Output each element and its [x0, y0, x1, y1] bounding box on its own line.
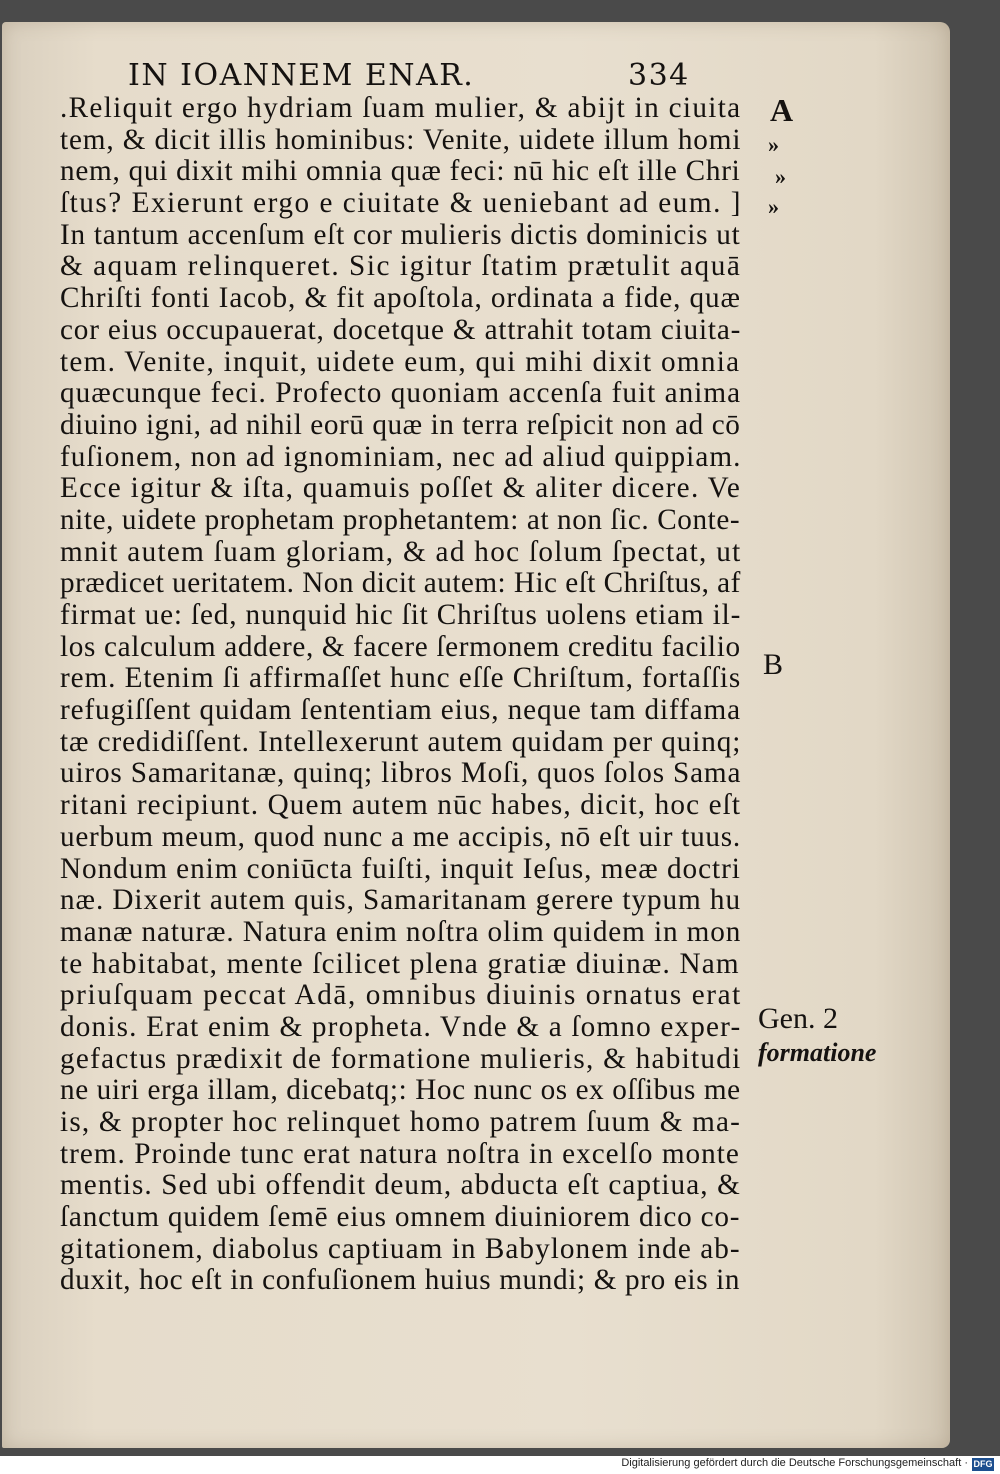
dfg-logo: DFG: [973, 1459, 993, 1469]
page-number: 334: [628, 58, 690, 93]
margin-quote-mark: »: [775, 164, 786, 189]
text-line: Nondum enim coniūcta fuiſti, inquit Ieſus, meæ doctri: [60, 852, 741, 885]
text-line: mentis. Sed ubi offendit deum, abducta eſt captiua, &: [60, 1169, 741, 1202]
text-line: donis. Erat enim & propheta. Vnde & a ſomno exper-: [60, 1010, 742, 1043]
text-line: næ. Dixerit autem quis, Samaritanam gerere typum hu: [60, 884, 741, 917]
margin-quote-mark: »: [768, 194, 779, 219]
text-line: tem. Venite, inquit, uidete eum, qui mihi dixit omnia: [60, 345, 741, 378]
text-line: ſtus? Exierunt ergo e ciuitate & ueniebant ad eum. ]: [60, 187, 742, 220]
text-line: prædicet ueritatem. Non dicit autem: Hic eſt Chriſtus, af: [60, 567, 741, 600]
margin-section-b: B: [763, 648, 784, 681]
text-line: mnit autem ſuam gloriam, & ad hoc ſolum ſpectat, ut: [60, 535, 742, 568]
text-line: is, & propter hoc relinquet homo patrem ſuum & ma-: [60, 1106, 742, 1138]
text-line: nite, uidete prophetam prophetantem: at non ſic. Conte-: [60, 503, 741, 536]
body-text: [60, 93, 760, 1297]
text-line: gitationem, diabolus captiuam in Babylonem inde ab-: [60, 1232, 741, 1265]
text-line: uerbum meum, quod nunc a me accipis, nō eſt uir tuus.: [60, 820, 741, 853]
text-line: los calculum addere, & facere ſermonem creditu facilio: [60, 630, 741, 663]
text-line: & aquam relinqueret. Sic igitur ſtatim prætulit aquā: [60, 250, 742, 283]
text-line: nem, qui dixit mihi omnia quæ feci: nū hic eſt ille Chri: [60, 155, 741, 188]
text-line: te habitabat, mente ſcilicet plena gratiæ diuinæ. Nam: [60, 947, 740, 980]
margin-section-a: A: [770, 92, 794, 128]
text-line: gefactus prædixit de formatione mulieris, & habitudi: [60, 1042, 742, 1075]
text-line: tæ credidiſſent. Intellexerunt autem quidam per quinq;: [60, 725, 742, 758]
text-line: Chriſti fonti Iacob, & fit apoſtola, ordinata a fide, quæ: [60, 282, 741, 315]
text-line: Ecce igitur & iſta, quamuis poſſet & aliter dicere. Ve: [60, 472, 742, 505]
text-line: cor eius occupauerat, docetque & attrahit totam ciuita-: [60, 313, 742, 346]
text-line: refugiſſent quidam ſententiam eius, neque tam diffama: [60, 694, 741, 727]
text-line: priuſquam peccat Adā, omnibus diuinis ornatus erat: [60, 979, 742, 1012]
text-line: uiros Samaritanæ, quinq; libros Moſi, quos ſolos Sama: [60, 757, 742, 790]
text-line: fuſionem, non ad ignominiam, nec ad aliud quippiam.: [60, 440, 742, 473]
text-line: rem. Etenim ſi affirmaſſet hunc eſſe Chriſtum, fortaſſis: [60, 662, 742, 695]
text-line: manæ naturæ. Natura enim noſtra olim quidem in mon: [60, 915, 742, 948]
text-line: In tantum accenſum eſt cor mulieris dictis dominicis ut: [60, 218, 741, 251]
text-line: trem. Proinde tunc erat natura noſtra in excelſo monte: [60, 1137, 740, 1170]
text-line: ne uiri erga illam, dicebatq;: Hoc nunc os ex oſſibus me: [60, 1074, 741, 1107]
margin-bible-reference: Gen. 2: [758, 1002, 838, 1035]
margin-quote-mark: »: [768, 132, 779, 157]
text-line: .Reliquit ergo hydriam ſuam mulier, & abijt in ciuita: [60, 92, 742, 124]
text-line: quæcunque feci. Profecto quoniam accenſa fuit anima: [60, 377, 742, 410]
running-title: IN IOANNEM ENAR.: [128, 58, 475, 93]
text-line: tem, & dicit illis hominibus: Venite, uidete illum homi: [60, 123, 742, 156]
text-line: firmat ue: ſed, nunquid hic ſit Chriſtus uolens etiam il-: [60, 599, 742, 631]
text-line: diuino igni, ad nihil eorū quæ in terra reſpicit non ad cō: [60, 408, 741, 441]
margin-handwritten-correction: formatione: [758, 1038, 877, 1067]
funding-note: Digitalisierung gefördert durch die Deutsche Forschungsgemeinschaft ·: [621, 1457, 968, 1469]
text-line: ſanctum quidem ſemē eius omnem diuiniorem dico co-: [60, 1201, 741, 1234]
text-line: ritani recipiunt. Quem autem nūc habes, dicit, hoc eſt: [60, 789, 742, 822]
text-line: duxit, hoc eſt in confuſionem huius mundi; & pro eis in: [60, 1264, 741, 1297]
